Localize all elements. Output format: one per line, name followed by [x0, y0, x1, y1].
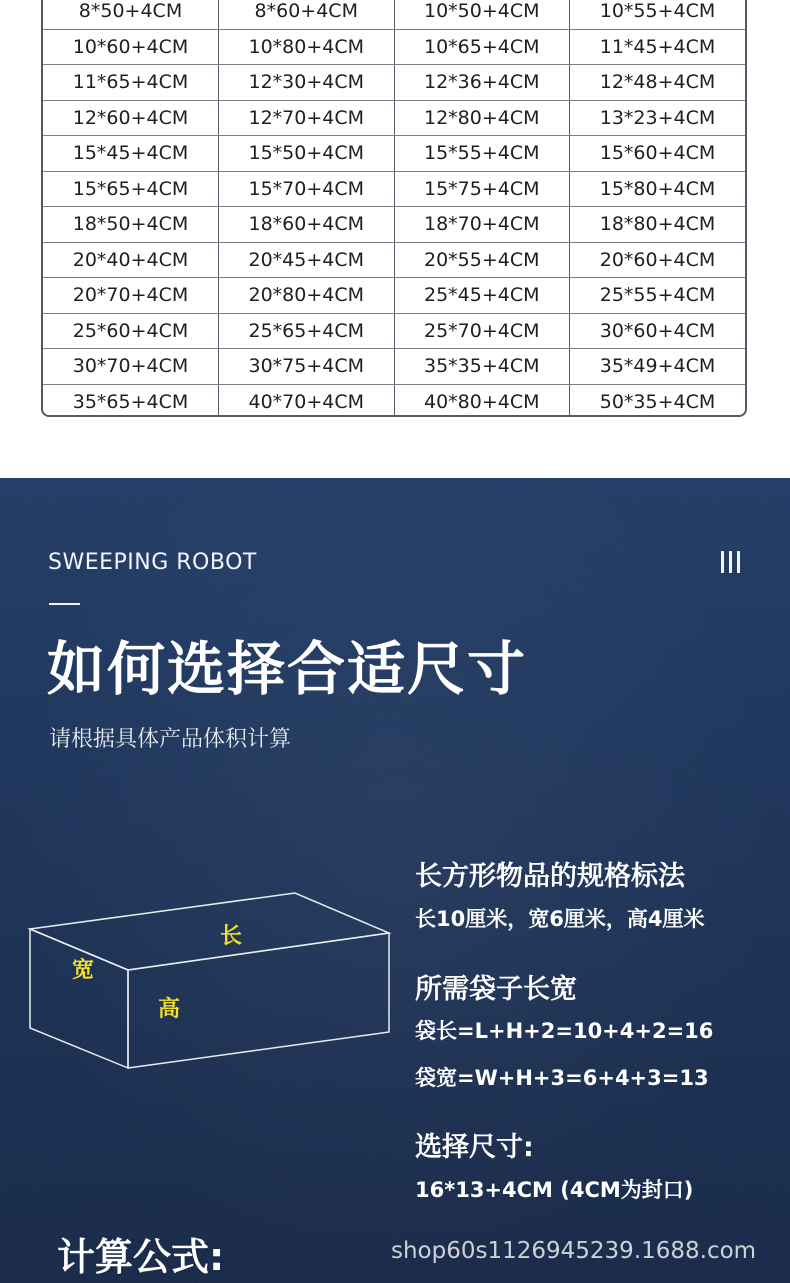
- box-diagram: [24, 888, 394, 1078]
- box-width-label: 宽: [72, 958, 95, 983]
- size-cell: 15*50+4CM: [219, 136, 395, 172]
- page-subtitle: 请根据具体产品体积计算: [49, 727, 292, 752]
- size-cell: 20*55+4CM: [394, 242, 570, 278]
- size-cell: 20*70+4CM: [43, 278, 219, 314]
- spec-example: 长10厘米，宽6厘米，高4厘米: [415, 907, 705, 931]
- size-cell: 10*55+4CM: [570, 0, 746, 29]
- size-cell: 30*70+4CM: [43, 349, 219, 385]
- size-cell: 50*35+4CM: [599, 390, 716, 413]
- table-row: [43, 0, 745, 29]
- size-cell: 25*70+4CM: [394, 313, 570, 349]
- table-row: [43, 207, 745, 243]
- size-cell: 25*45+4CM: [394, 278, 570, 314]
- size-cell: 20*40+4CM: [43, 242, 219, 278]
- table-row: [43, 65, 745, 101]
- size-cell: 20*45+4CM: [219, 242, 395, 278]
- size-cell: 15*55+4CM: [394, 136, 570, 172]
- size-cell: 13*23+4CM: [570, 100, 746, 136]
- table-row: [43, 313, 745, 349]
- box-height-label: 高: [158, 997, 181, 1022]
- size-cell: 40*80+4CM: [394, 384, 570, 417]
- size-cell: 15*60+4CM: [570, 136, 746, 172]
- eyebrow-text: SWEEPING ROBOT: [48, 550, 257, 575]
- table-row: [43, 100, 745, 136]
- table-row: [43, 242, 745, 278]
- bag-length-formula: 袋长=L+H+2=10+4+2=16: [415, 1019, 714, 1043]
- divider-dash: [49, 603, 80, 605]
- size-cell: 12*36+4CM: [394, 65, 570, 101]
- size-cell: 15*70+4CM: [219, 171, 395, 207]
- size-cell: 18*70+4CM: [394, 207, 570, 243]
- table-row: [43, 171, 745, 207]
- size-cell: 35*49+4CM: [570, 349, 746, 385]
- table-row: [43, 384, 745, 417]
- size-cell: 18*80+4CM: [570, 207, 746, 243]
- spec-heading: 长方形物品的规格标法: [415, 861, 685, 892]
- size-table: [41, 0, 747, 417]
- size-cell: 30*60+4CM: [570, 313, 746, 349]
- size-cell: 11*65+4CM: [43, 65, 219, 101]
- size-table-section: [0, 0, 790, 478]
- choose-value: 16*13+4CM (4CM为封口): [415, 1178, 694, 1202]
- size-cell: 25*60+4CM: [43, 313, 219, 349]
- choose-heading: 选择尺寸:: [415, 1132, 534, 1163]
- size-guide-banner: [0, 478, 790, 1283]
- size-cell: 12*48+4CM: [570, 65, 746, 101]
- size-cell: 8*60+4CM: [219, 0, 395, 29]
- size-cell: 35*65+4CM: [43, 384, 219, 417]
- size-cell: 18*60+4CM: [219, 207, 395, 243]
- size-cell: 30*75+4CM: [219, 349, 395, 385]
- size-cell: 12*30+4CM: [219, 65, 395, 101]
- table-row: [43, 136, 745, 172]
- box-length-label: 长: [220, 924, 243, 949]
- shop-watermark: shop60s1126945239.1688.com: [391, 1238, 757, 1264]
- size-table-body: [43, 0, 745, 417]
- size-cell: 12*70+4CM: [219, 100, 395, 136]
- box-left-face: [30, 929, 128, 1068]
- table-row: [43, 278, 745, 314]
- size-cell: 20*60+4CM: [570, 242, 746, 278]
- bag-width-formula: 袋宽=W+H+3=6+4+3=13: [415, 1066, 709, 1090]
- size-cell: 40*70+4CM: [219, 384, 395, 417]
- size-cell: 18*50+4CM: [43, 207, 219, 243]
- table-row: [43, 349, 745, 385]
- size-cell: 15*65+4CM: [43, 171, 219, 207]
- page-title: 如何选择合适尺寸: [47, 635, 528, 703]
- size-cell: 25*65+4CM: [219, 313, 395, 349]
- size-cell: 15*80+4CM: [570, 171, 746, 207]
- size-cell: 10*60+4CM: [43, 29, 219, 65]
- size-cell: 10*50+4CM: [394, 0, 570, 29]
- size-cell: 10*80+4CM: [219, 29, 395, 65]
- table-row: [43, 29, 745, 65]
- size-cell: 12*60+4CM: [43, 100, 219, 136]
- size-cell: 12*80+4CM: [394, 100, 570, 136]
- size-cell: 15*45+4CM: [43, 136, 219, 172]
- size-cell: 15*75+4CM: [394, 171, 570, 207]
- triple-bar-icon: [721, 551, 741, 573]
- size-cell: 20*80+4CM: [219, 278, 395, 314]
- size-cell: 25*55+4CM: [570, 278, 746, 314]
- size-cell: 10*65+4CM: [394, 29, 570, 65]
- size-cell: 35*35+4CM: [394, 349, 570, 385]
- formula-label: 计算公式:: [57, 1235, 225, 1279]
- size-cell: 8*50+4CM: [43, 0, 219, 29]
- bag-heading: 所需袋子长宽: [415, 974, 577, 1005]
- size-cell: 11*45+4CM: [570, 29, 746, 65]
